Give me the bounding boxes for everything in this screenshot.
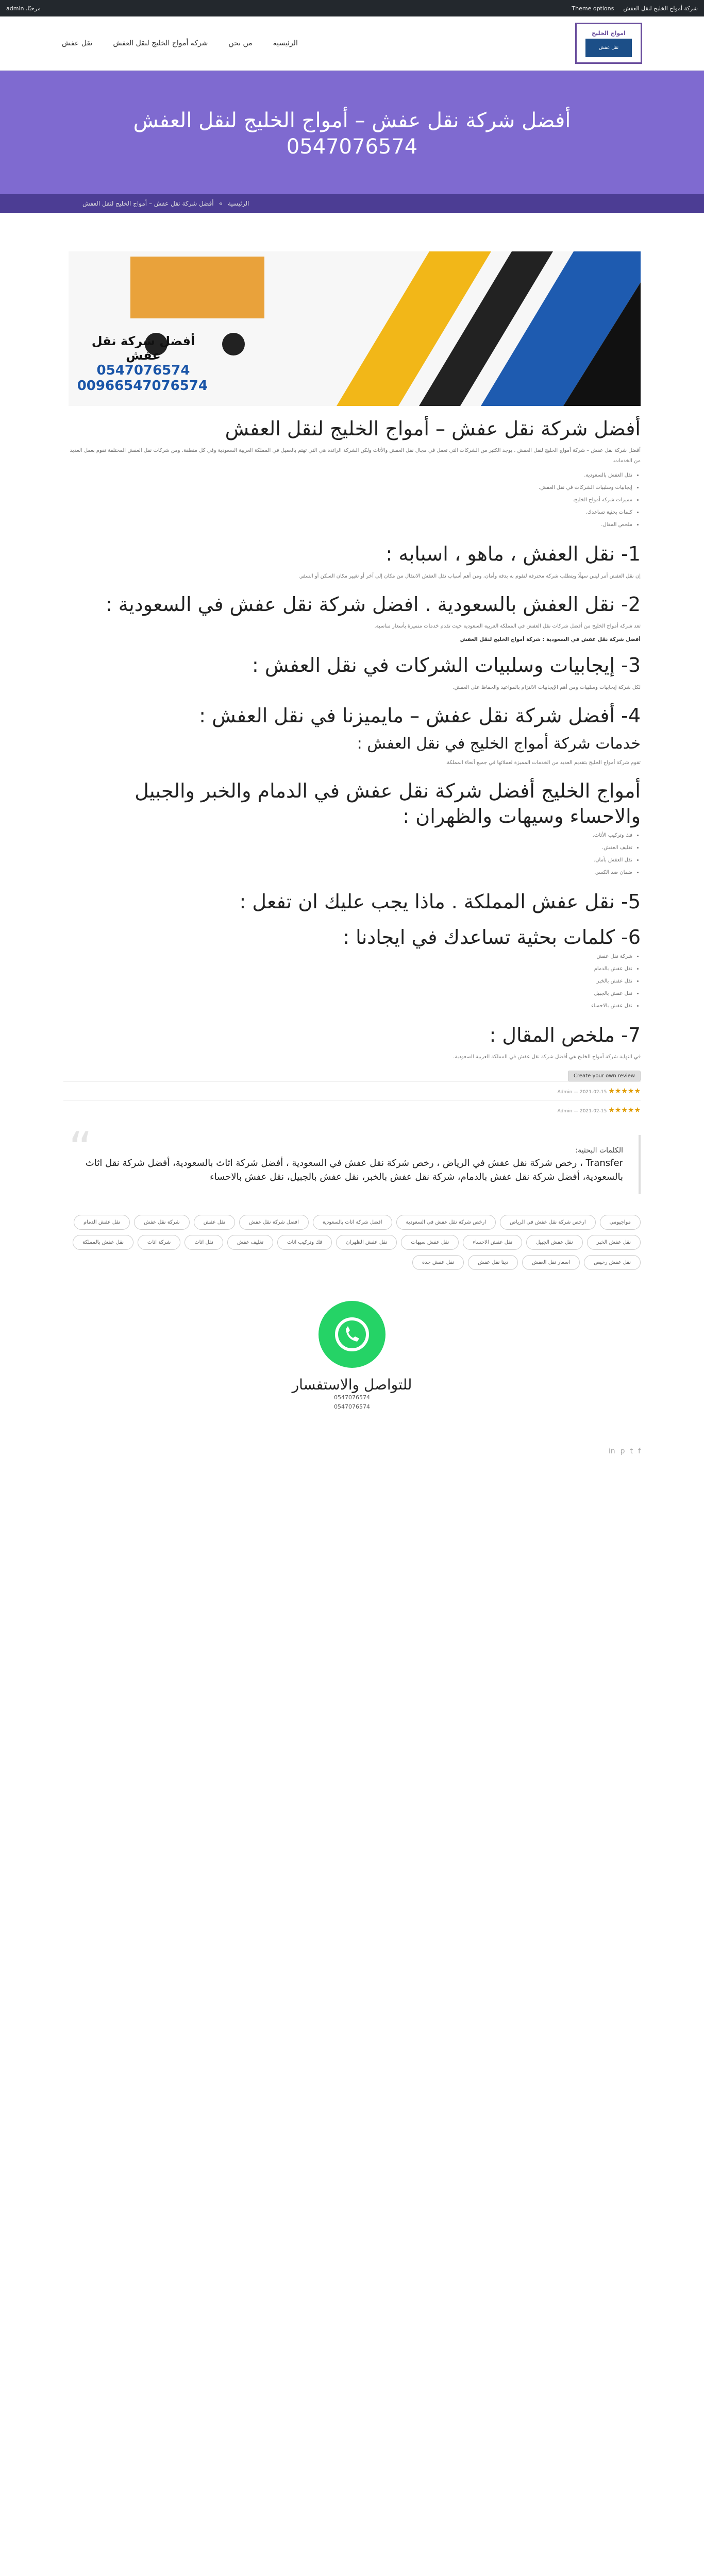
list-item: • كلمات بحثية تساعدك. bbox=[63, 506, 632, 519]
list-item: • تغليف العفش. bbox=[63, 842, 632, 854]
admin-howdy[interactable]: مرحبًا، admin bbox=[6, 5, 41, 12]
tag-link[interactable]: اسعار نقل العفش bbox=[522, 1255, 580, 1270]
section-4-text: تقوم شركة أمواج الخليج بتقديم العديد من الخدمات المميزة لعملائها في جميع أنحاء المملكة. bbox=[445, 759, 641, 766]
section-3-text: لكل شركة إيجابيات وسلبيات ومن أهم الإيجابيات الالتزام بالمواعيد والحفاظ على العفش. bbox=[452, 684, 641, 690]
whatsapp-number-2[interactable]: 0547076574 bbox=[334, 1403, 370, 1410]
create-review-button[interactable]: Create your own review bbox=[568, 1071, 641, 1081]
section-1-title: 1- نقل العفش ، ماهو ، اسبابه : bbox=[385, 543, 641, 566]
reviews-block bbox=[63, 1071, 641, 1120]
rating-stars: ★★★★★ bbox=[608, 1106, 641, 1114]
breadcrumb-current: أفضل شركة نقل عفش – أمواج الخليج لنقل العفش bbox=[82, 200, 214, 207]
tag-link[interactable]: نقل عفش الجبيل bbox=[526, 1235, 582, 1250]
site-logo[interactable] bbox=[575, 23, 642, 64]
quote-label: الكلمات البحثية: bbox=[575, 1146, 623, 1155]
tag-link[interactable]: نقل عفش رخيص bbox=[584, 1255, 641, 1270]
banner-title: أفضل شركة نقل عفش bbox=[91, 334, 195, 363]
list-item: • نقل عفش بالجبيل bbox=[63, 988, 632, 1000]
pinterest-icon[interactable]: p bbox=[620, 1447, 625, 1456]
page-title: أفضل شركة نقل عفش – أمواج الخليج لنقل العفش bbox=[133, 109, 571, 132]
featured-banner bbox=[69, 251, 641, 406]
tag-cloud bbox=[63, 1215, 641, 1270]
banner-card bbox=[79, 262, 208, 396]
share-icons bbox=[63, 1447, 641, 1455]
banner-phone-1: 0547076574 bbox=[96, 363, 190, 378]
tag-link[interactable]: نقل عفش bbox=[194, 1215, 235, 1230]
section-4-subtitle: خدمات شركة أمواج الخليج في نقل العفش : bbox=[357, 734, 641, 753]
tag-link[interactable]: مواجيومي bbox=[600, 1215, 641, 1230]
whatsapp-title: للتواصل والاستفسار bbox=[292, 1376, 412, 1393]
section-2-title: 2- نقل العفش بالسعودية . افضل شركة نقل عفش في السعودية : bbox=[105, 592, 641, 616]
tag-link[interactable]: نقل عفش الخبر bbox=[587, 1235, 641, 1250]
quote-text: Transfer ، رخص شركة نقل عفش في الرياض ، رخص شركة نقل عفش في السعودية ، أفضل شركة اثاث بالسعودية، أفضل شركة نقل اثاث بالسعودية، أفضل شركة نقل عفش بالدمام، شركة نقل عفش بالخبر، نقل عفش بالجبيل، نقل عفش بالاحساء bbox=[85, 1157, 623, 1182]
list-item: • نقل عفش بالاحساء bbox=[63, 1000, 632, 1012]
tag-link[interactable]: تغليف عفش bbox=[227, 1235, 273, 1250]
tag-link[interactable]: نقل عفش سيهات bbox=[401, 1235, 459, 1250]
quote-mark-icon: “ bbox=[69, 1122, 93, 1176]
tag-link[interactable]: افضل شركة نقل عفش bbox=[239, 1215, 309, 1230]
section-3-title: 3- إيجابيات وسلبيات الشركات في نقل العفش : bbox=[252, 654, 641, 677]
admin-site-link[interactable]: شركة أمواج الخليج لنقل العفش bbox=[623, 5, 698, 12]
whatsapp-number-1[interactable]: 0547076574 bbox=[334, 1394, 370, 1401]
nav-item-about[interactable]: من نحن bbox=[228, 39, 253, 47]
hero-phone: 0547076574 bbox=[286, 135, 418, 159]
section-6-title: 5- نقل عفش المملكة . ماذا يجب عليك ان تفعل : bbox=[239, 890, 641, 913]
tag-link[interactable]: نقل اثاث bbox=[185, 1235, 223, 1250]
section-5-title: أمواج الخليج أفضل شركة نقل عفش في الدمام والخبر والجبيل والاحساء وسيهات والظهران : bbox=[135, 779, 641, 828]
banner-phone-2: 00966547076574 bbox=[77, 378, 208, 394]
review-meta: Admin — 2021-02-15 bbox=[557, 1108, 607, 1114]
tag-link[interactable]: نقل عفش الدمام bbox=[74, 1215, 130, 1230]
section-4-title: 4- أفضل شركة نقل عفش – مايميزنا في نقل العفش : bbox=[199, 704, 641, 727]
tag-link[interactable]: دينا نقل عفش bbox=[468, 1255, 518, 1270]
nav-item-company[interactable]: شركة أمواج الخليج لنقل العفش bbox=[113, 39, 208, 47]
page-hero bbox=[0, 71, 704, 194]
nav-item-home[interactable]: الرئيسية bbox=[273, 39, 298, 47]
section-2-bold: أفضل شركة نقل عفش في السعودية : شركة أمواج الخليج لنقل العفش bbox=[460, 637, 641, 643]
list-item: • إيجابيات وسلبيات الشركات في نقل العفش. bbox=[63, 482, 632, 494]
review-meta: Admin — 2021-02-15 bbox=[557, 1089, 607, 1095]
admin-bar bbox=[0, 0, 704, 16]
site-header bbox=[0, 16, 704, 71]
article-intro: أفضل شركة نقل عفش – شركة أمواج الخليج لنقل العفش . يوجد الكثير من الشركات التي تعمل في مجال نقل العفش والأثاث ولكن الشركة الرائدة هي التي تهتم بالعميل في المملكة العربية السعودية وفي كل منطقة. ومن شركات نقل العفش المختلفة تقوم بعمل العديد من الخدمات. bbox=[70, 448, 641, 464]
tag-link[interactable]: نقل عفش الاحساء bbox=[463, 1235, 522, 1250]
nav-item-moving[interactable]: نقل عفش bbox=[62, 39, 93, 47]
review-item bbox=[63, 1100, 641, 1120]
linkedin-icon[interactable]: in bbox=[608, 1447, 615, 1456]
whatsapp-icon[interactable] bbox=[319, 1301, 385, 1368]
list-item: • ضمان ضد الكسر. bbox=[63, 867, 632, 879]
tag-link[interactable]: شركة اثاث bbox=[138, 1235, 180, 1250]
tag-link[interactable]: ارخص شركة نقل عفش في السعودية bbox=[396, 1215, 496, 1230]
list-item: • نقل عفش بالدمام bbox=[63, 963, 632, 975]
section-8-title: 7- ملخص المقال : bbox=[489, 1023, 641, 1046]
theme-options-link[interactable]: Theme options bbox=[572, 5, 614, 12]
tag-link[interactable]: نقل عفش بالمملكة bbox=[73, 1235, 133, 1250]
list-item: • نقل العفش بأمان. bbox=[63, 854, 632, 867]
main-content bbox=[63, 213, 641, 1455]
tag-link[interactable]: نقل عفش الظهران bbox=[336, 1235, 397, 1250]
tag-link[interactable]: فك وتركيب اثاث bbox=[277, 1235, 332, 1250]
logo-bottom-text: نقل عفش bbox=[585, 39, 632, 57]
list-item: • نقل عفش بالخبر bbox=[63, 975, 632, 988]
tag-link[interactable]: نقل عفش جدة bbox=[412, 1255, 464, 1270]
list-item: • شركة نقل عفش bbox=[63, 951, 632, 963]
breadcrumb bbox=[0, 194, 704, 213]
section-7-list bbox=[63, 951, 641, 1012]
tag-link[interactable]: افضل شركة اثاث بالسعودية bbox=[313, 1215, 392, 1230]
review-item bbox=[63, 1081, 641, 1100]
breadcrumb-home[interactable]: الرئيسية bbox=[227, 200, 249, 207]
list-item: • مميزات شركة أمواج الخليج. bbox=[63, 494, 632, 506]
list-item: • فك وتركيب الأثاث. bbox=[63, 829, 632, 842]
intro-list bbox=[63, 469, 641, 531]
list-item: • ملخص المقال. bbox=[63, 519, 632, 531]
list-item: • نقل العفش بالسعودية. bbox=[63, 469, 632, 482]
tag-link[interactable]: شركة نقل عفش bbox=[134, 1215, 190, 1230]
main-nav bbox=[62, 39, 298, 47]
section-5-list bbox=[63, 829, 641, 879]
section-8-text: في النهاية شركة أمواج الخليج هي أفضل شركة نقل عفش في المملكة العربية السعودية. bbox=[453, 1054, 641, 1060]
article-title: أفضل شركة نقل عفش – أمواج الخليج لنقل العفش bbox=[225, 417, 641, 440]
whatsapp-contact bbox=[63, 1301, 641, 1411]
keywords-quote bbox=[63, 1122, 641, 1194]
section-2-text: تعد شركة أمواج الخليج من أفضل شركات نقل العفش في المملكة العربية السعودية حيث تقدم خدمات متميزة بأسعار مناسبة. bbox=[374, 623, 641, 630]
section-7-title: 6- كلمات بحثية تساعدك في ايجادنا : bbox=[343, 926, 641, 949]
rating-stars: ★★★★★ bbox=[608, 1087, 641, 1095]
logo-top-text: امواج الخليج bbox=[592, 29, 626, 37]
tag-link[interactable]: ارخص شركة نقل عفش في الرياض bbox=[500, 1215, 596, 1230]
breadcrumb-sep: » bbox=[219, 200, 223, 207]
section-1-text: إن نقل العفش أمر ليس سهلًا ويتطلب شركة محترفة لتقوم به بدقة وأمان، ومن أهم أسباب نقل العفش الانتقال من مكان إلى آخر أو تغيير مكان السكن أو السفر. bbox=[298, 573, 641, 579]
twitter-icon[interactable]: t bbox=[630, 1447, 633, 1456]
facebook-icon[interactable]: f bbox=[638, 1447, 641, 1456]
